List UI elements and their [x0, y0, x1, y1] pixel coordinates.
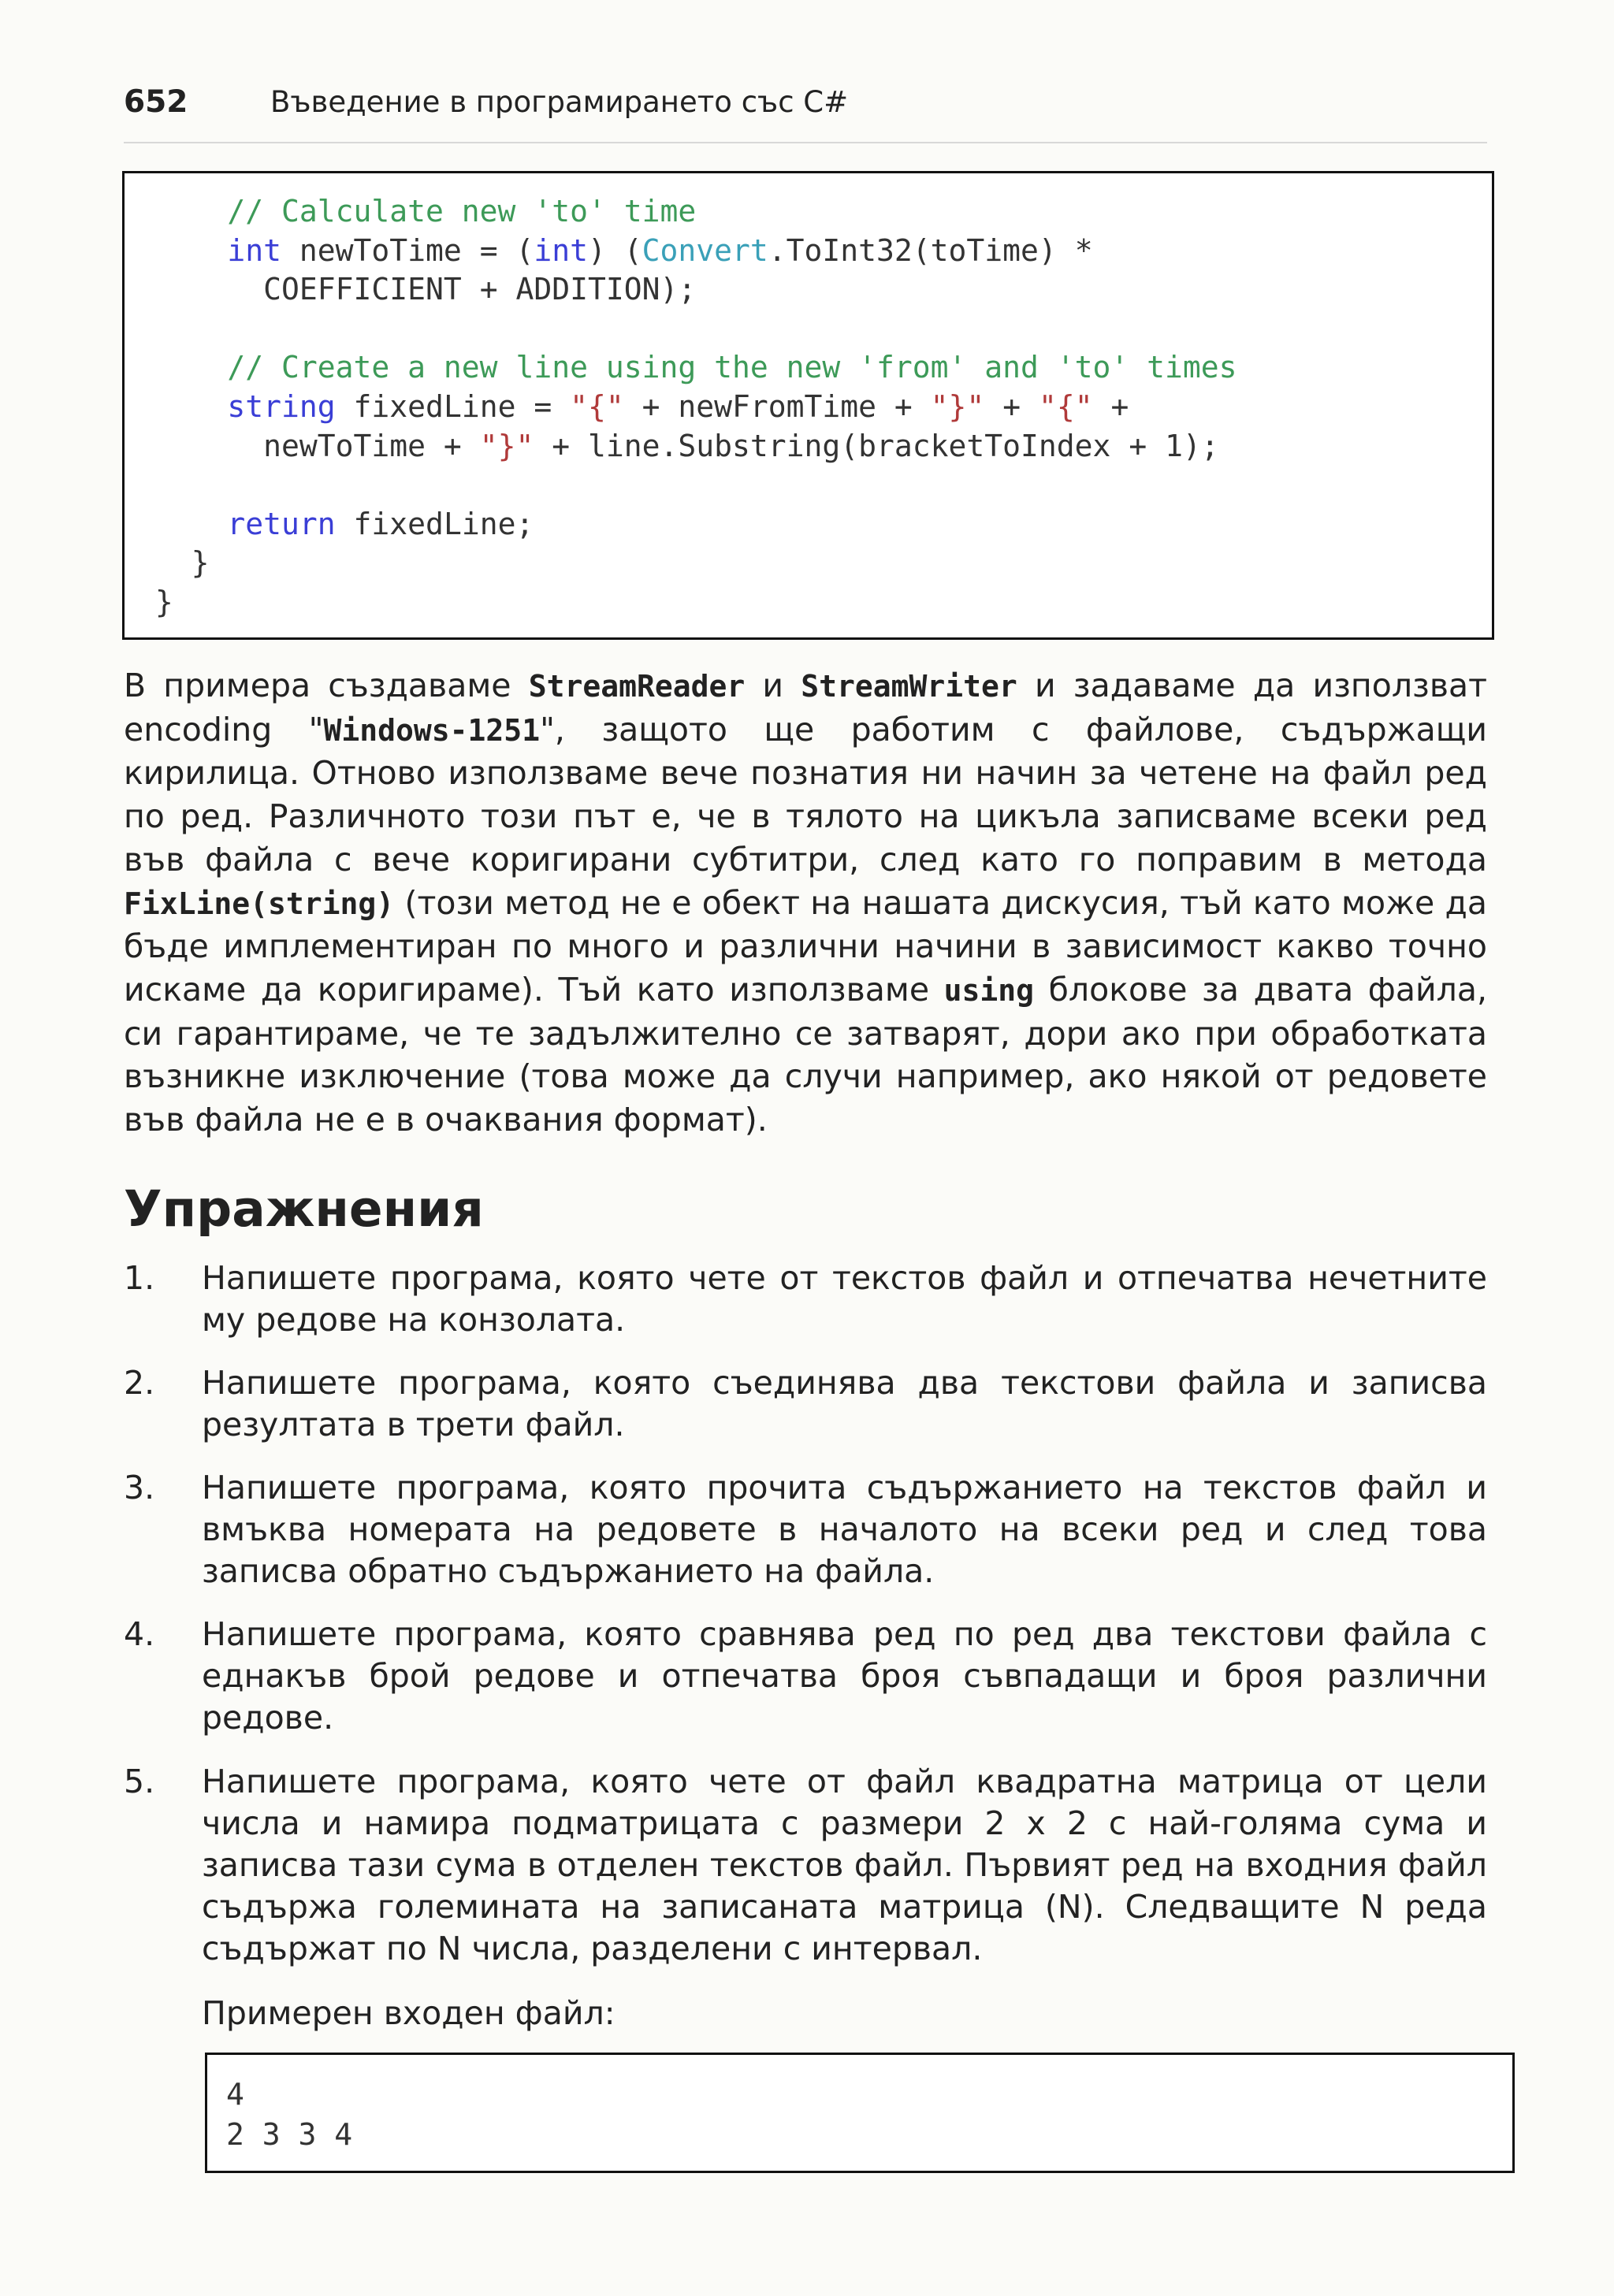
exercise-text: Напишете програма, която чете от файл квадратна матрица от цели числа и намира подматрицата с размери 2 х 2 с най-голяма сума и записва тази сума в отделен текстов файл. Първият ред на входния файл съдържа големината на записаната матрица (N). Следващите N реда съдържат по N числа, разделени с интервал.: [202, 1763, 1487, 1967]
code-string: "{": [570, 388, 624, 424]
inline-code: StreamReader: [528, 669, 746, 704]
exercise-text: Напишете програма, която съединява два текстови файла и записва резултата в трети файл.: [202, 1364, 1487, 1443]
exercise-number: 1.: [124, 1259, 155, 1297]
sample-input-box: [205, 2053, 1515, 2173]
code-string: "}": [479, 428, 534, 463]
exercise-text: Напишете програма, която сравнява ред по ред два текстови файла с еднакъв брой редове и отпечатва броя съвпадащи и броя различни редове.: [202, 1615, 1487, 1737]
code-keyword: string: [227, 388, 336, 424]
inline-code: using: [943, 972, 1035, 1008]
page-number: 652: [124, 84, 188, 120]
code-keyword: int: [534, 232, 588, 268]
inline-code: Windows-1251: [323, 712, 541, 748]
book-title: Въведение в програмирането със C#: [270, 85, 849, 119]
inline-code: StreamWriter: [801, 669, 1017, 704]
exercise-number: 3.: [124, 1469, 155, 1507]
section-title: Упражнения: [124, 1180, 484, 1238]
exercise-number: 4.: [124, 1615, 155, 1653]
sample-input-label: Примерен входен файл:: [202, 1994, 615, 2032]
code-text: // Calculate new 'to' time int newToTime = (int) (Convert.ToInt32(toTime) * COEFFICIENT + ADDITION); // Create a new line using the new 'from' and 'to' times string fixedLine = "{" + newFromTime + "}" + "{" + newToTime + "}" + line.Substring(bracketToIndex + 1); return fixedLine; } }: [154, 194, 1237, 619]
explanation-paragraph: В примера създаваме StreamReader и StreamWriter и задаваме да използват encoding "Windows-1251", защото ще работим с файлове, съдържащи кирилица. Отново използваме вече познатия ни начин за четене на файл ред по ред. Различното този път е, че в тялото на цикъла записваме всеки ред във файла с вече коригирани субтитри, след като го поправим в метода FixLine(string) (този метод не е обект на нашата дискусия, тъй като може да бъде имплементиран по много и различни начини в зависимост какво точно искаме да коригираме). Тъй като използваме using блокове за двата файла, си гарантираме, че те задължително се затварят, дори ако при обработката възникне изключение (това може да случи например, ако някой от редовете във файла не е в очаквания формат).: [124, 667, 1488, 1139]
exercise-text: Напишете програма, която прочита съдържанието на текстов файл и вмъква номерата на редовете в началото на всеки ред и след това записва обратно съдържанието на файла.: [202, 1469, 1487, 1590]
sample-input-text: 4 2 3 3 4: [226, 2077, 353, 2152]
code-string: "{": [1038, 388, 1093, 424]
code-string: "}": [930, 388, 985, 424]
code-keyword: int: [227, 232, 282, 268]
code-comment: // Calculate new 'to' time: [227, 194, 697, 228]
exercise-number: 5.: [124, 1763, 155, 1800]
code-type: Convert: [642, 232, 768, 268]
exercise-number: 2.: [124, 1364, 155, 1402]
code-comment: // Create a new line using the new 'from' and 'to' times: [227, 350, 1237, 385]
page-header: [124, 80, 1487, 143]
code-keyword: return: [227, 506, 336, 541]
code-listing: [122, 171, 1494, 640]
exercise-text: Напишете програма, която чете от текстов файл и отпечатва нечетните му редове на конзолата.: [202, 1259, 1487, 1339]
inline-code: FixLine(string): [124, 886, 395, 921]
